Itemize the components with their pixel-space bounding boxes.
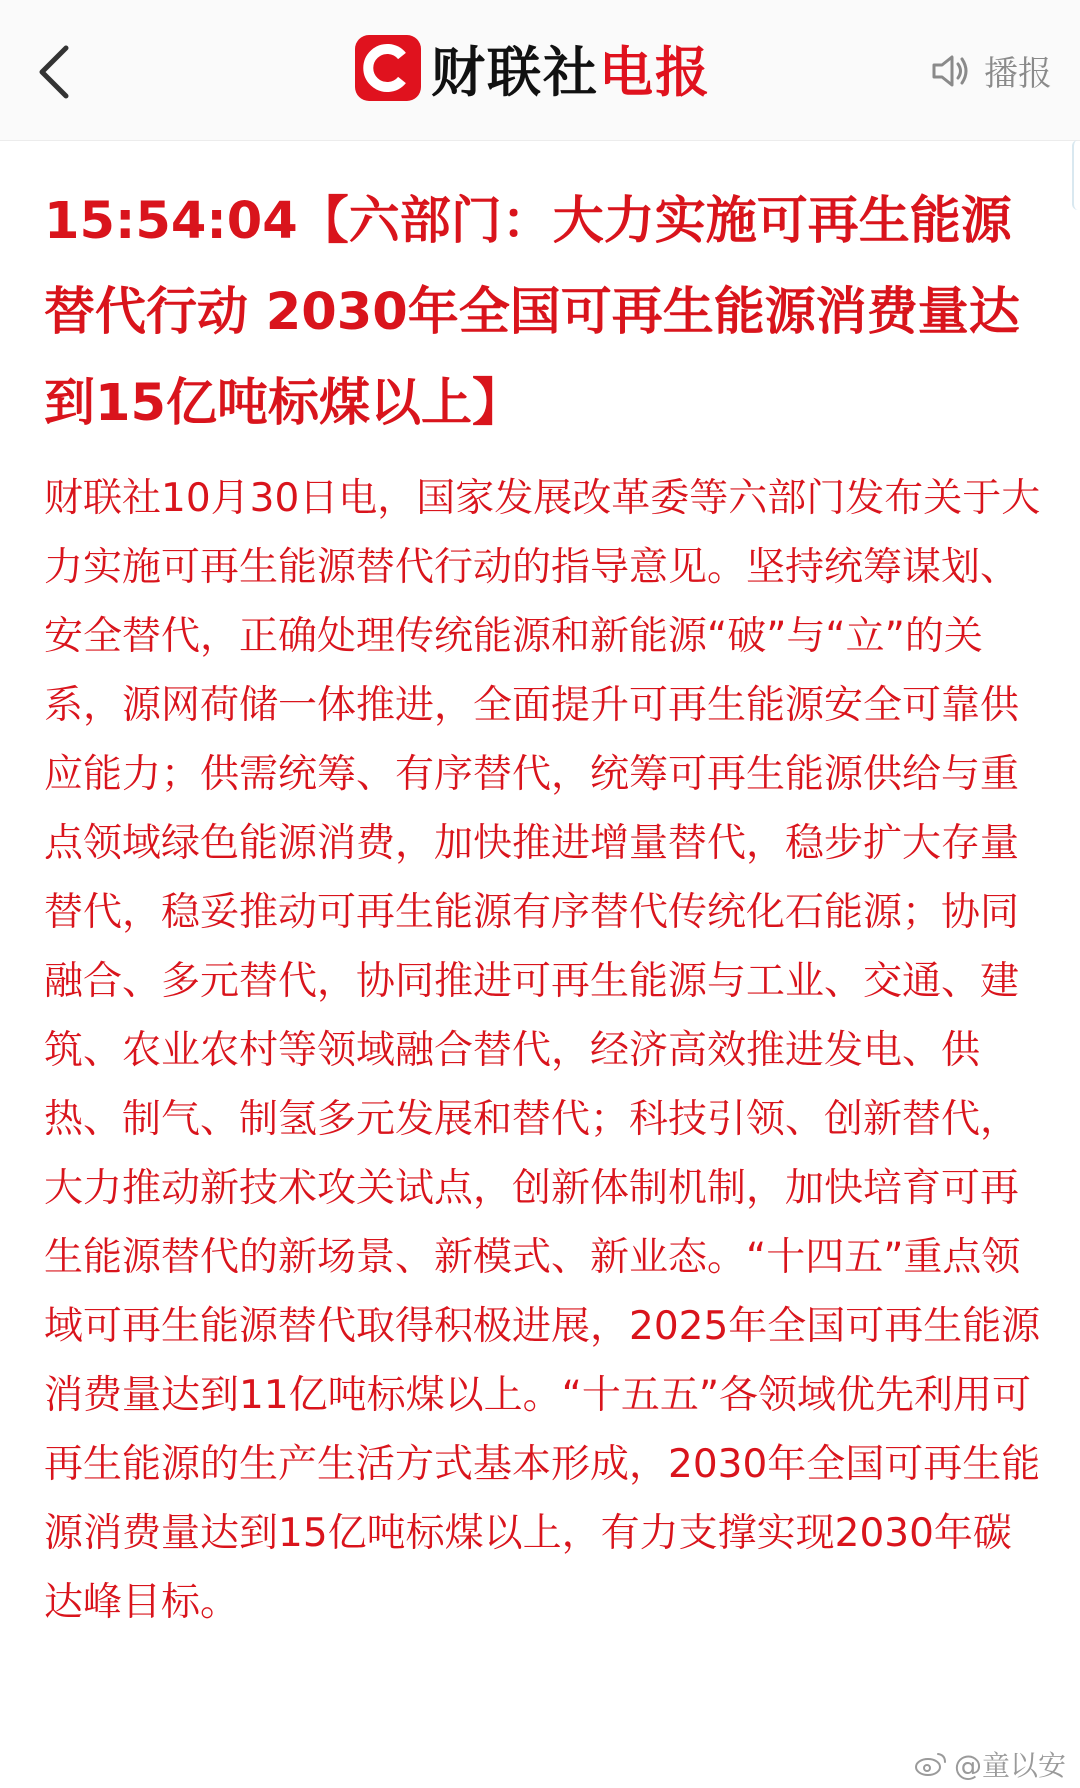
cls-logo-icon bbox=[355, 35, 421, 101]
broadcast-label: 播报 bbox=[984, 54, 1052, 94]
weibo-icon bbox=[914, 1750, 948, 1778]
news-body: 财联社10月30日电，国家发展改革委等六部门发布关于大力实施可再生能源替代行动的指导意见。坚持统筹谋划、安全替代，正确处理传统能源和新能源“破”与“立”的关系，源网荷储一体推进，全面提升可再生能源安全可靠供应能力；供需统筹、有序替代，统筹可再生能源供给与重点领域绿色能源消费，加快推进增量替代，稳步扩大存量替代，稳妥推动可再生能源有序替代传统化石能源；协同融合、多元替代，协同推进可再生能源与工业、交通、建筑、农业农村等领域融合替代，经济高效推进发电、供热、制气、制氢多元发展和替代；科技引领、创新替代，大力推动新技术攻关试点，创新体制机制，加快培育可再生能源替代的新场景、新模式、新业态。“十四五”重点领域可再生能源替代取得积极进展，2025年全国可再生能源消费量达到11亿吨标煤以上。“十五五”各领域优先利用可再生能源的生产生活方式基本形成，2030年全国可再生能源消费量达到15亿吨标煤以上，有力支撑实现2030年碳达峰目标。 bbox=[44, 476, 1041, 1625]
chevron-left-icon bbox=[28, 36, 88, 108]
logo-text-black: 财联社 bbox=[431, 40, 599, 104]
scroll-edge-indicator bbox=[1072, 140, 1080, 210]
app-logo-text bbox=[431, 30, 711, 107]
broadcast-button[interactable] bbox=[930, 46, 1052, 95]
back-button[interactable] bbox=[28, 36, 88, 108]
news-headline: 15:54:04【六部门：大力实施可再生能源替代行动 2030年全国可再生能源消费量达到15亿吨标煤以上】 bbox=[44, 192, 1020, 433]
watermark-text: @童以安 bbox=[953, 1749, 1066, 1782]
app-logo bbox=[355, 32, 711, 104]
speaker-icon bbox=[930, 53, 970, 89]
logo-text-red: 电报 bbox=[599, 40, 711, 104]
weibo-watermark bbox=[914, 1744, 1066, 1784]
top-bar bbox=[0, 0, 1080, 141]
